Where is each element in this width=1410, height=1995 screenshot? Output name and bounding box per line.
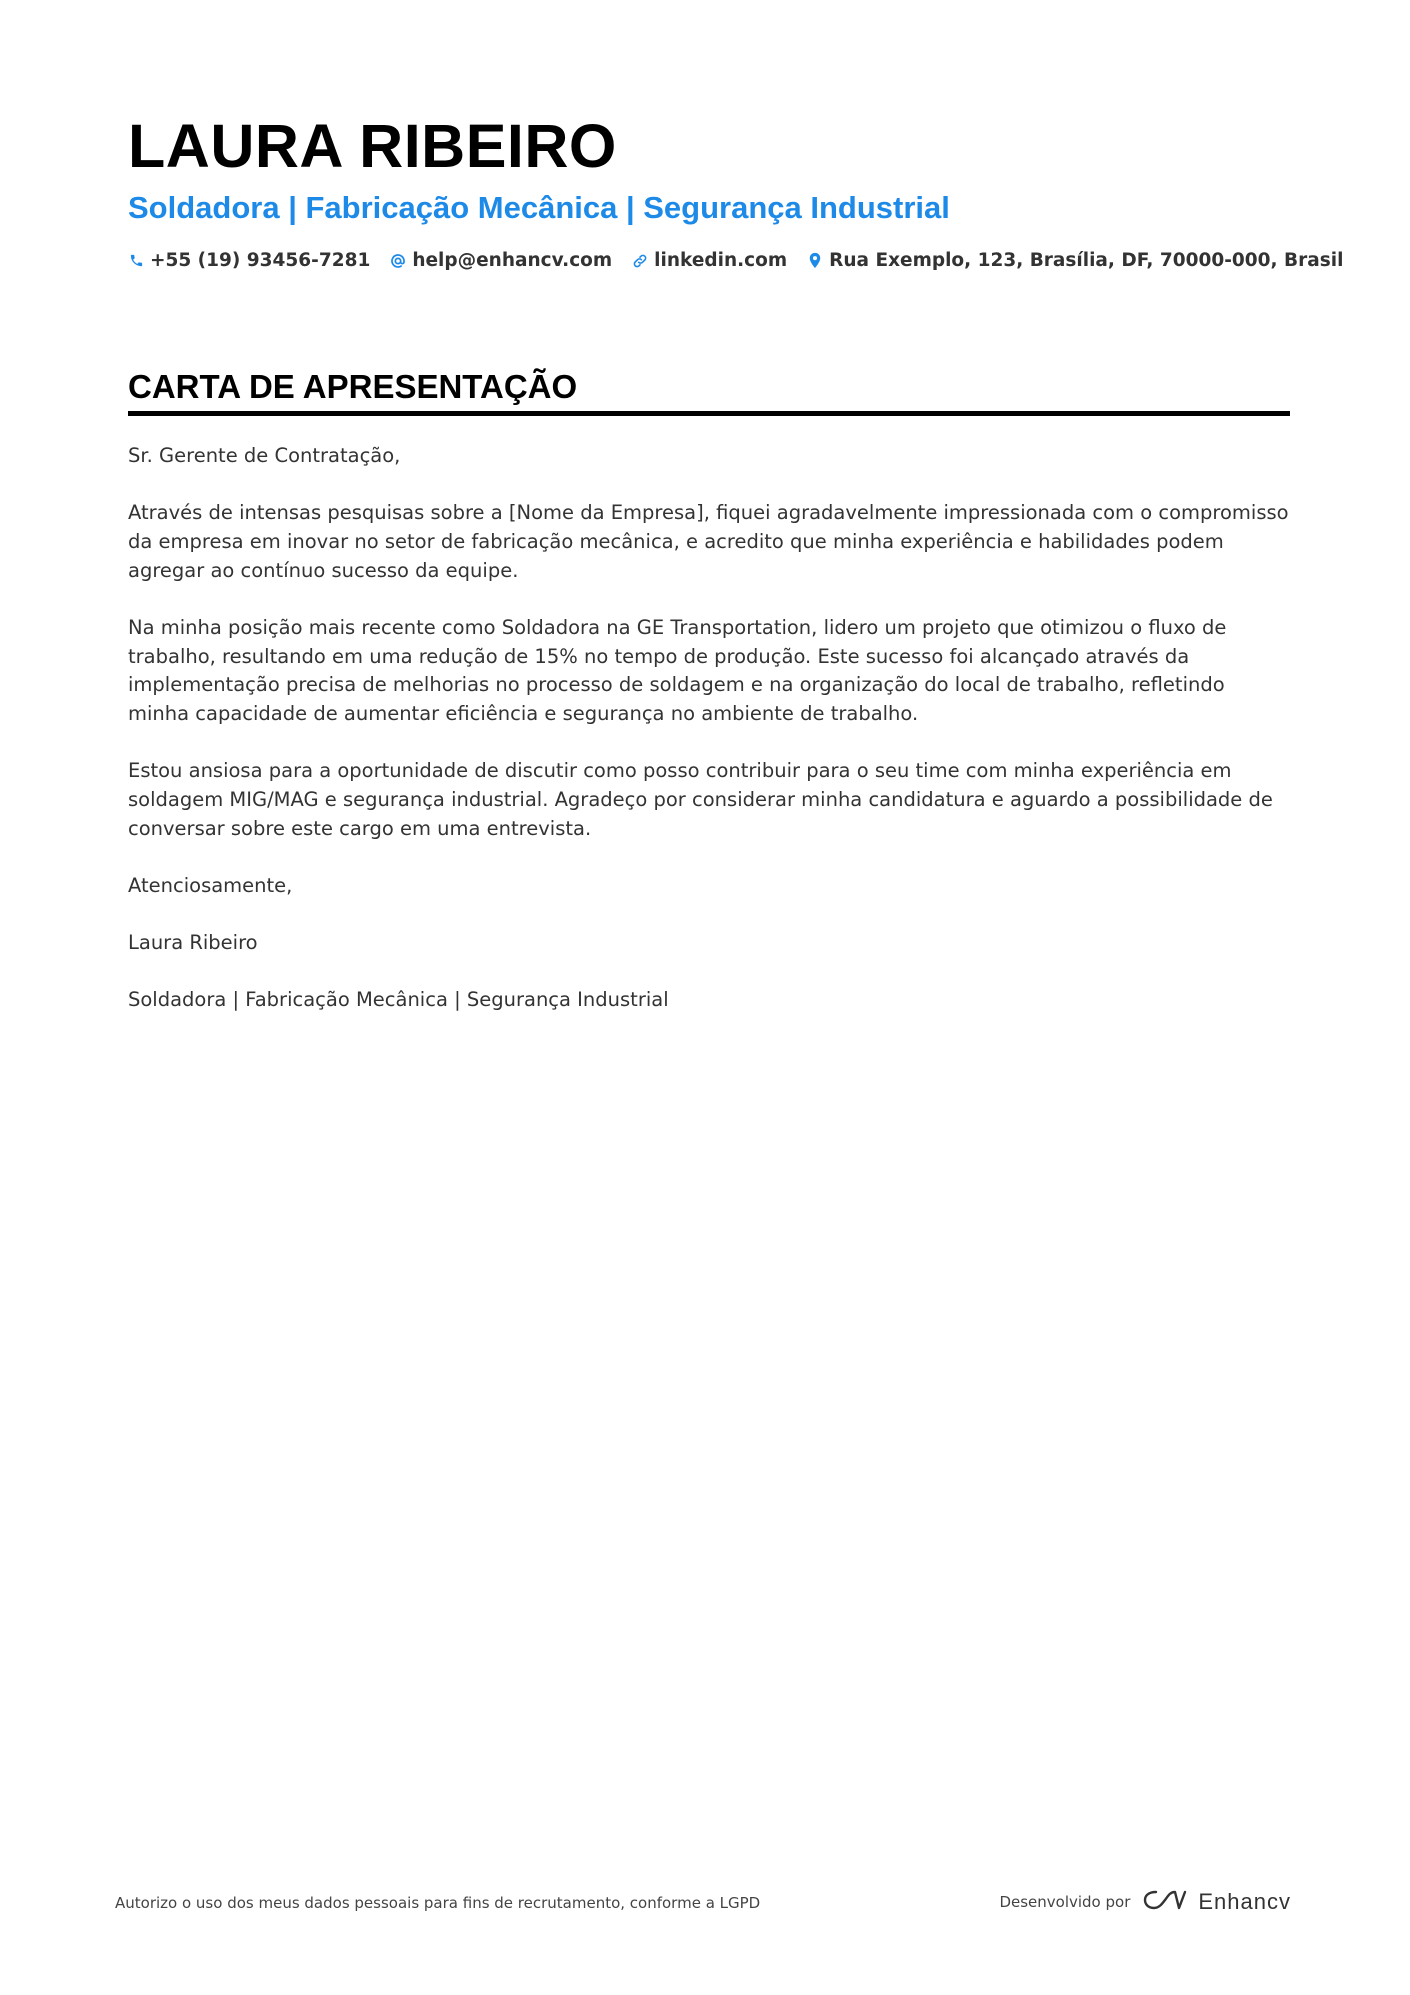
resume-header [128,108,1344,271]
address-text: Rua Exemplo, 123, Brasília, DF, 70000-000, Brasil [829,250,1344,271]
phone-text: +55 (19) 93456-7281 [150,250,371,271]
candidate-title: Soldadora | Fabricação Mecânica | Segurança Industrial [128,190,950,225]
candidate-name: LAURA RIBEIRO [128,112,617,180]
letter-paragraph-2: Na minha posição mais recente como Soldadora na GE Transportation, lidero um projeto que otimizou o fluxo de trabalho, resultando em uma redução de 15% no tempo de produção. Este sucesso foi alcançado através da implementação precisa de melhorias no processo de soldagem e na organização do local de trabalho, refletindo minha capacidade de aumentar eficiência e segurança no ambiente de trabalho. [128,615,1227,725]
contact-phone [128,250,370,271]
footer-consent: Autorizo o uso dos meus dados pessoais para fins de recrutamento, conforme a LGPD [115,1894,761,1912]
location-pin-icon [807,252,823,270]
enhancv-brand-text: Enhancv [1198,1889,1291,1914]
at-icon [390,252,406,270]
cover-letter-section [128,365,1290,1043]
powered-by-text: Desenvolvido por [999,1893,1131,1911]
letter-closing: Atenciosamente, [128,873,293,897]
contact-address [807,250,1343,271]
section-title: CARTA DE APRESENTAÇÃO [128,365,1290,416]
letter-paragraph-1: Através de intensas pesquisas sobre a [Nome da Empresa], fiquei agradavelmente impressionada com o compromisso da empresa em inovar no setor de fabricação mecânica, e acredito que minha experiência e habilidades podem agregar ao contínuo sucesso da equipe. [128,501,1289,582]
linkedin-text[interactable]: linkedin.com [654,250,788,271]
email-text[interactable]: help@enhancv.com [412,250,613,271]
link-icon [632,252,648,270]
letter-paragraph-3: Estou ansiosa para a oportunidade de discutir como posso contribuir para o seu time com minha experiência em soldagem MIG/MAG e segurança industrial. Agradeço por considerar minha candidatura e aguardo a possibilidade de conversar sobre este cargo em uma entrevista. [128,759,1273,840]
signature-title: Soldadora | Fabricação Mecânica | Segurança Industrial [128,988,669,1012]
enhancv-brand[interactable] [1142,1888,1291,1916]
contact-info [128,250,1344,271]
signature-name: Laura Ribeiro [128,930,258,954]
letter-body [128,442,1290,1015]
contact-linkedin[interactable] [632,250,787,271]
footer-powered-by [999,1888,1291,1916]
enhancv-logo-icon [1142,1888,1188,1916]
phone-icon [128,252,144,270]
contact-email[interactable] [390,250,612,271]
letter-greeting: Sr. Gerente de Contratação, [128,444,401,467]
